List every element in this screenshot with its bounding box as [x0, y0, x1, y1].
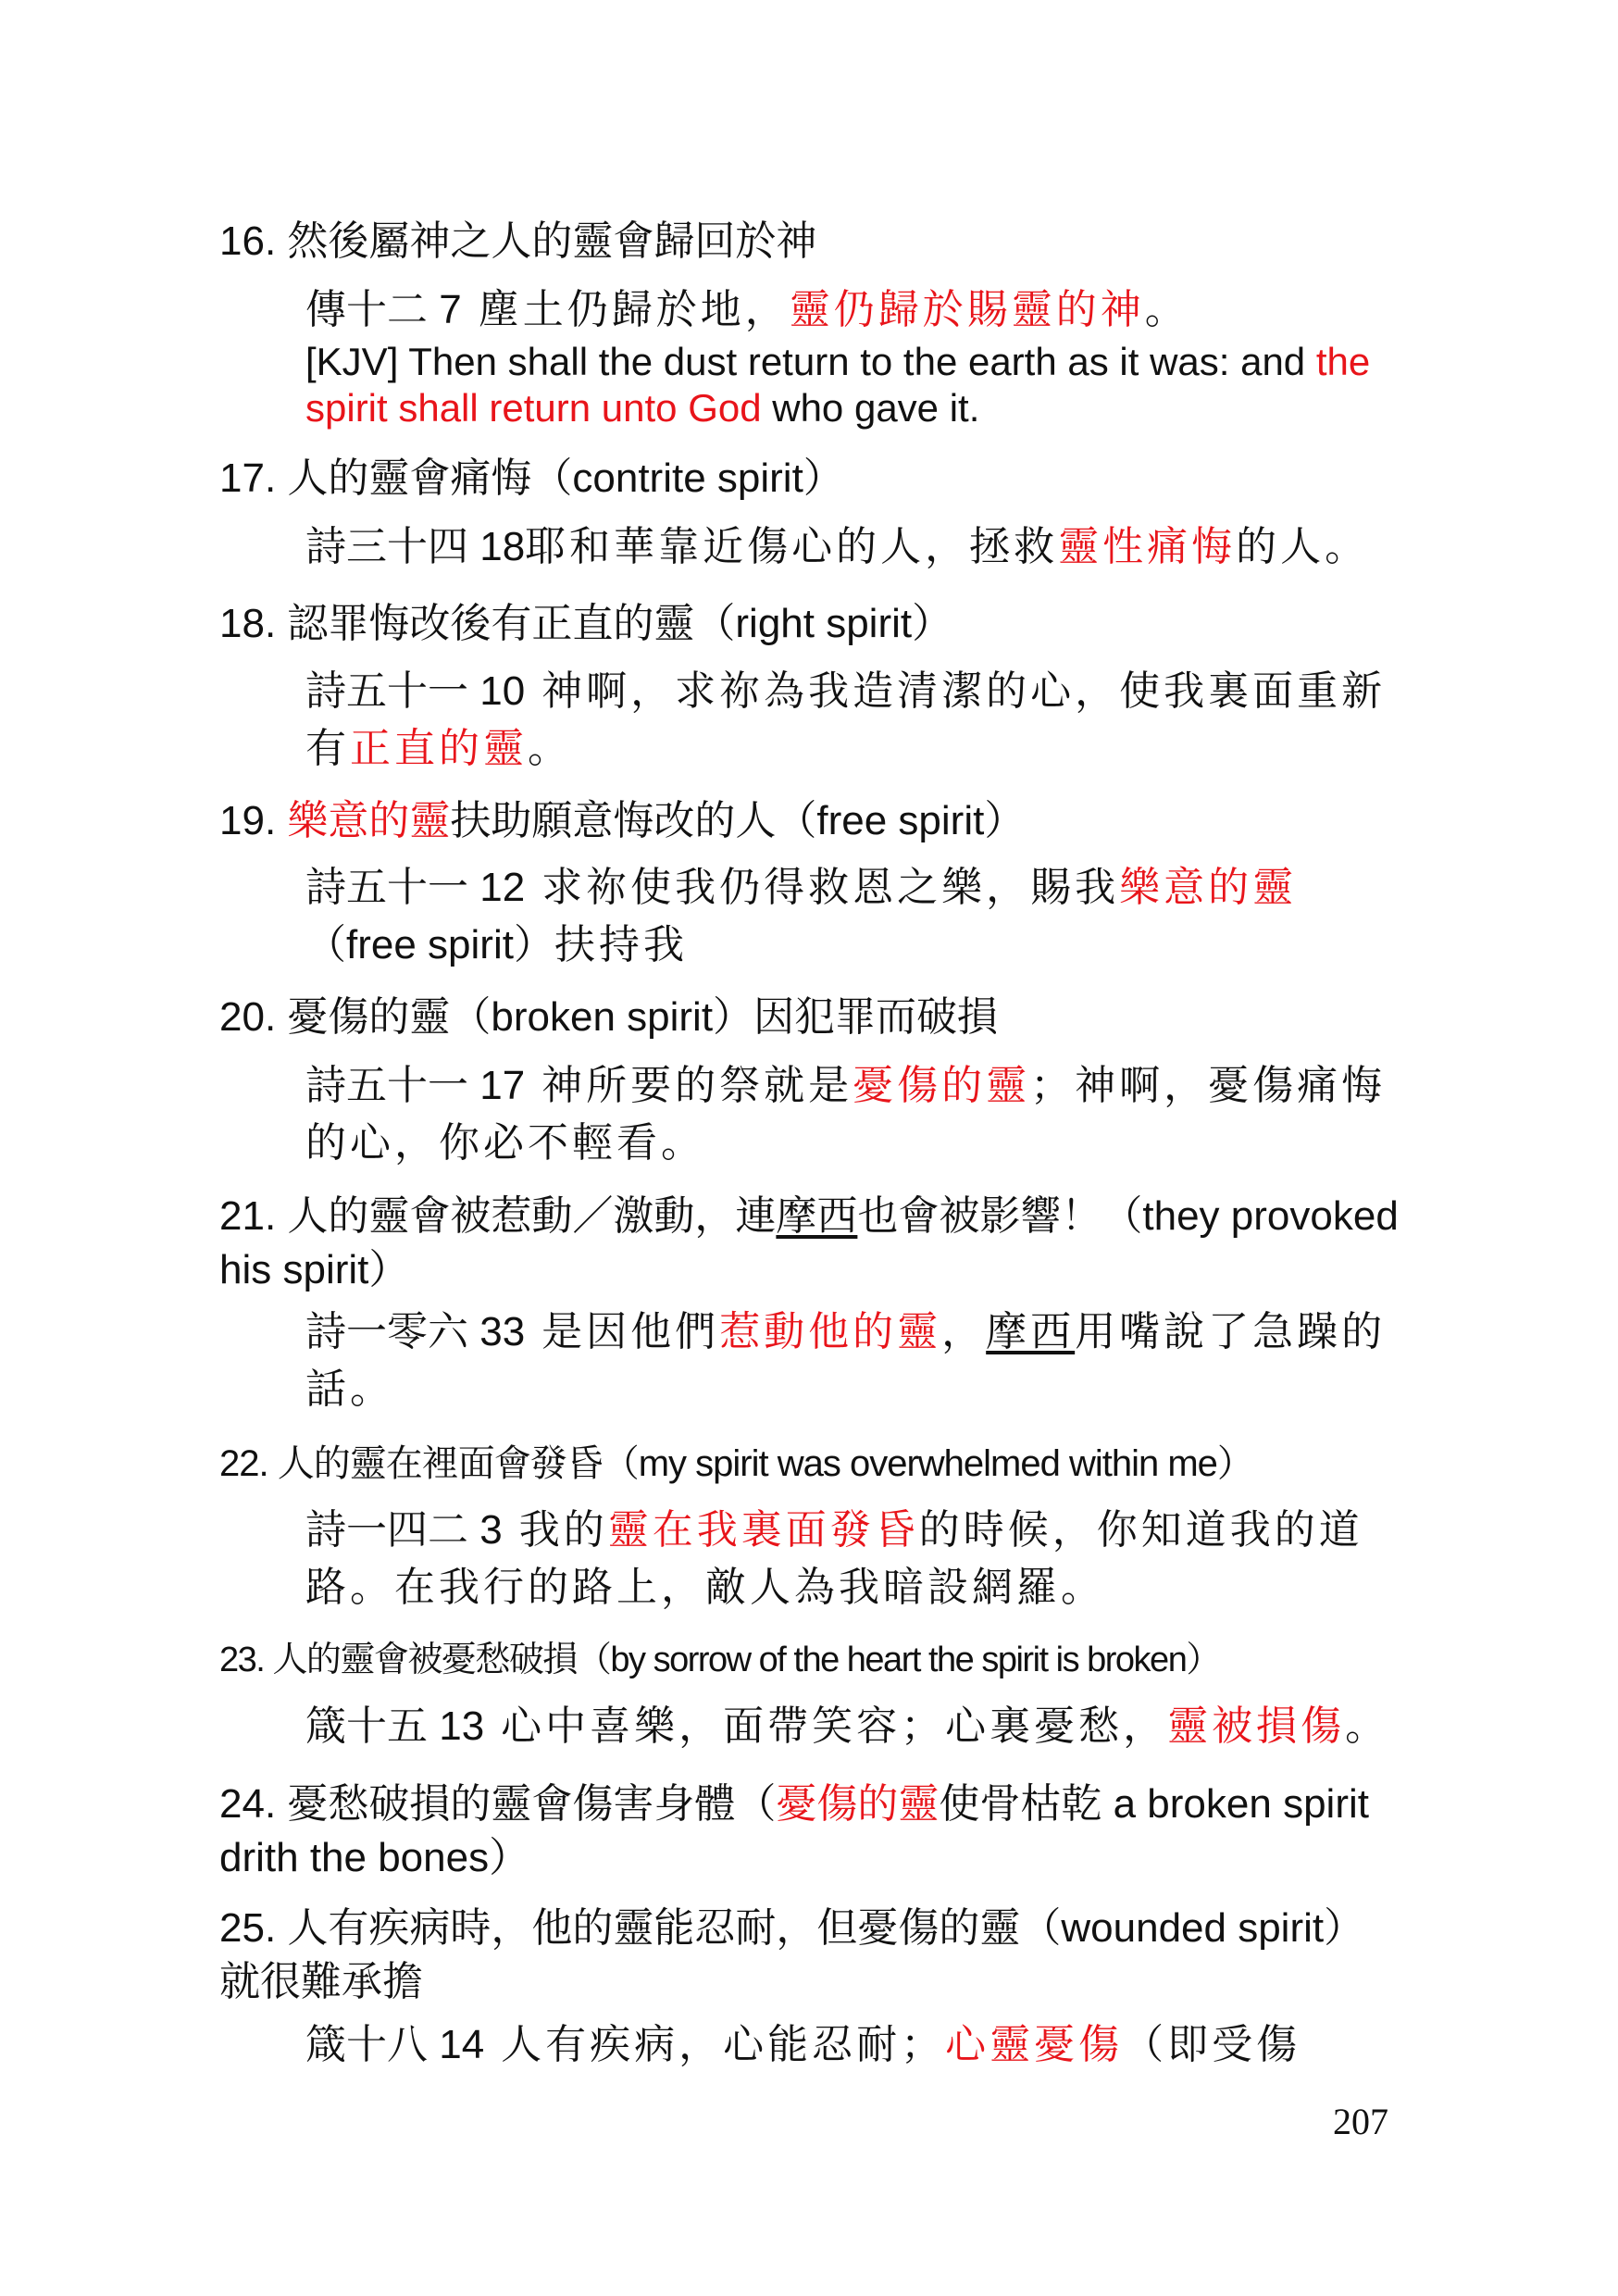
- heading-english: （free spirit）: [776, 798, 1026, 843]
- verse-line: [305, 1057, 1407, 1172]
- verse-reference: 箴十八 14: [305, 2022, 485, 2067]
- verse-text: 心中喜樂，面帶笑容；心裏憂愁，: [484, 1703, 1168, 1750]
- verse-highlight: 心靈憂傷: [945, 2021, 1124, 2068]
- verse-text: 用嘴說了急躁的話。: [305, 1308, 1387, 1413]
- heading-highlight: 樂意的靈: [287, 798, 451, 843]
- verse-english: （free spirit）: [305, 922, 554, 967]
- verse-reference: 箴十五 13: [305, 1703, 485, 1749]
- verse-line: [305, 859, 1407, 974]
- verse-highlight: 正直的靈: [350, 725, 528, 772]
- item-heading: [219, 215, 1404, 268]
- item-heading: [219, 1633, 1404, 1687]
- verse-text: 我的: [502, 1506, 608, 1554]
- item-heading: [219, 1902, 1404, 2009]
- verse-text: 。: [1144, 286, 1189, 333]
- verse-highlight: 靈仍歸於賜靈的神: [789, 286, 1145, 333]
- heading-english: （my spirit was overwhelmed within me）: [602, 1443, 1253, 1484]
- heading-english: （contrite spirit）: [531, 455, 844, 501]
- verse-text: 。: [1345, 1703, 1390, 1750]
- heading-text: 20. 憂傷的靈: [219, 994, 451, 1040]
- verse-reference: 詩五十一 12: [305, 865, 526, 910]
- verse-text: （即受傷: [1123, 2021, 1301, 2068]
- verse-highlight: 樂意的靈: [1119, 864, 1298, 911]
- heading-text: 22. 人的靈在裡面會發昏: [219, 1443, 603, 1484]
- heading-text: 16. 然後屬神之人的靈會歸回於神: [219, 218, 817, 264]
- verse-text: 耶和華靠近傷心的人，拯救: [525, 523, 1059, 570]
- verse-line: [305, 1698, 1407, 1755]
- verse-text: 神啊，求祢為我造清潔的心，使我裏面重新有: [305, 668, 1387, 772]
- verse-reference: 詩五十一 17: [305, 1063, 526, 1108]
- item-heading: [219, 1437, 1404, 1491]
- heading-english: （broken spirit）: [450, 994, 754, 1040]
- verse-text: 的時候，你知道我的道路。在我行的路上，敵人為我暗設網羅。: [305, 1506, 1363, 1611]
- heading-english: （they provoked his spirit）: [219, 1193, 1399, 1292]
- verse-highlight: 靈性痛悔: [1058, 523, 1237, 570]
- kjv-highlight: the spirit shall return unto God: [305, 340, 1371, 430]
- verse-reference: 傳十二 7: [305, 287, 462, 332]
- heading-text: 25. 人有疾病時，他的靈能忍耐，但憂傷的靈: [219, 1905, 1021, 1951]
- heading-text: 也會被影響！: [857, 1193, 1102, 1239]
- kjv-text: who gave it.: [761, 386, 980, 430]
- verse-highlight: 靈被損傷: [1167, 1703, 1346, 1750]
- verse-reference: 詩五十一 10: [305, 668, 526, 714]
- heading-english: （right spirit）: [694, 601, 953, 646]
- verse-text: 人有疾病，心能忍耐；: [484, 2021, 946, 2068]
- verse-line: [305, 1502, 1407, 1616]
- verse-text: ；神啊，憂傷痛悔的心，你必不輕看。: [305, 1062, 1387, 1167]
- verse-text: 的人。: [1236, 523, 1370, 570]
- verse-text: 求祢使我仍得救恩之樂，賜我: [525, 864, 1120, 911]
- verse-text: 。: [528, 725, 572, 772]
- heading-english: （by sorrow of the heart the spirit is broken）: [576, 1641, 1220, 1679]
- heading-highlight: 憂傷的靈: [776, 1781, 940, 1827]
- verse-text: 塵土仍歸於地，: [461, 286, 790, 333]
- item-heading: [219, 597, 1404, 651]
- verse-line: [305, 663, 1407, 778]
- verse-line: [305, 2016, 1407, 2074]
- heading-text: 23. 人的靈會被憂愁破損: [219, 1641, 577, 1679]
- verse-underlined-name: 摩西: [986, 1308, 1076, 1355]
- page-number: 207: [1333, 2101, 1388, 2142]
- item-heading: [219, 991, 1404, 1044]
- heading-text: 18. 認罪悔改後有正直的靈: [219, 601, 695, 646]
- heading-text: 19.: [219, 798, 288, 843]
- verse-line: [305, 518, 1407, 576]
- item-heading: [219, 794, 1404, 848]
- verse-highlight: 靈在我裏面發昏: [607, 1506, 919, 1554]
- verse-line: [305, 281, 1407, 339]
- heading-text: 17. 人的靈會痛悔: [219, 455, 532, 501]
- verse-reference: 詩一四二 3: [305, 1507, 503, 1553]
- verse-text: 是因他們: [525, 1308, 720, 1355]
- heading-text: 因犯罪而破損: [753, 994, 999, 1040]
- verse-highlight: 憂傷的靈: [853, 1062, 1031, 1109]
- heading-text: 21. 人的靈會被惹動／激動，連: [219, 1193, 777, 1239]
- heading-underlined-name: 摩西: [776, 1193, 858, 1239]
- verse-reference: 詩一零六 33: [305, 1309, 526, 1354]
- kjv-quote: [305, 339, 1407, 431]
- verse-highlight: 惹動他的靈: [719, 1308, 942, 1355]
- verse-text: 神所要的祭就是: [525, 1062, 853, 1109]
- item-heading: [219, 1778, 1404, 1885]
- verse-reference: 詩三十四 18: [305, 524, 526, 569]
- verse-text: 扶持我: [554, 921, 688, 968]
- item-heading: [219, 1190, 1404, 1297]
- kjv-text: [KJV] Then shall the dust return to the earth as it was: and: [305, 340, 1316, 383]
- heading-text: 使骨枯乾: [939, 1781, 1102, 1827]
- heading-text: 就很難承擔: [219, 1959, 423, 2004]
- item-heading: [219, 452, 1404, 505]
- heading-english: a broken spirit drith the bones）: [219, 1781, 1369, 1880]
- verse-text: ，: [941, 1308, 987, 1355]
- heading-text: 24. 憂愁破損的靈會傷害身體（: [219, 1781, 777, 1827]
- heading-english: （wounded spirit）: [1020, 1905, 1365, 1951]
- heading-text: 扶助願意悔改的人: [450, 798, 777, 843]
- verse-line: [305, 1304, 1407, 1418]
